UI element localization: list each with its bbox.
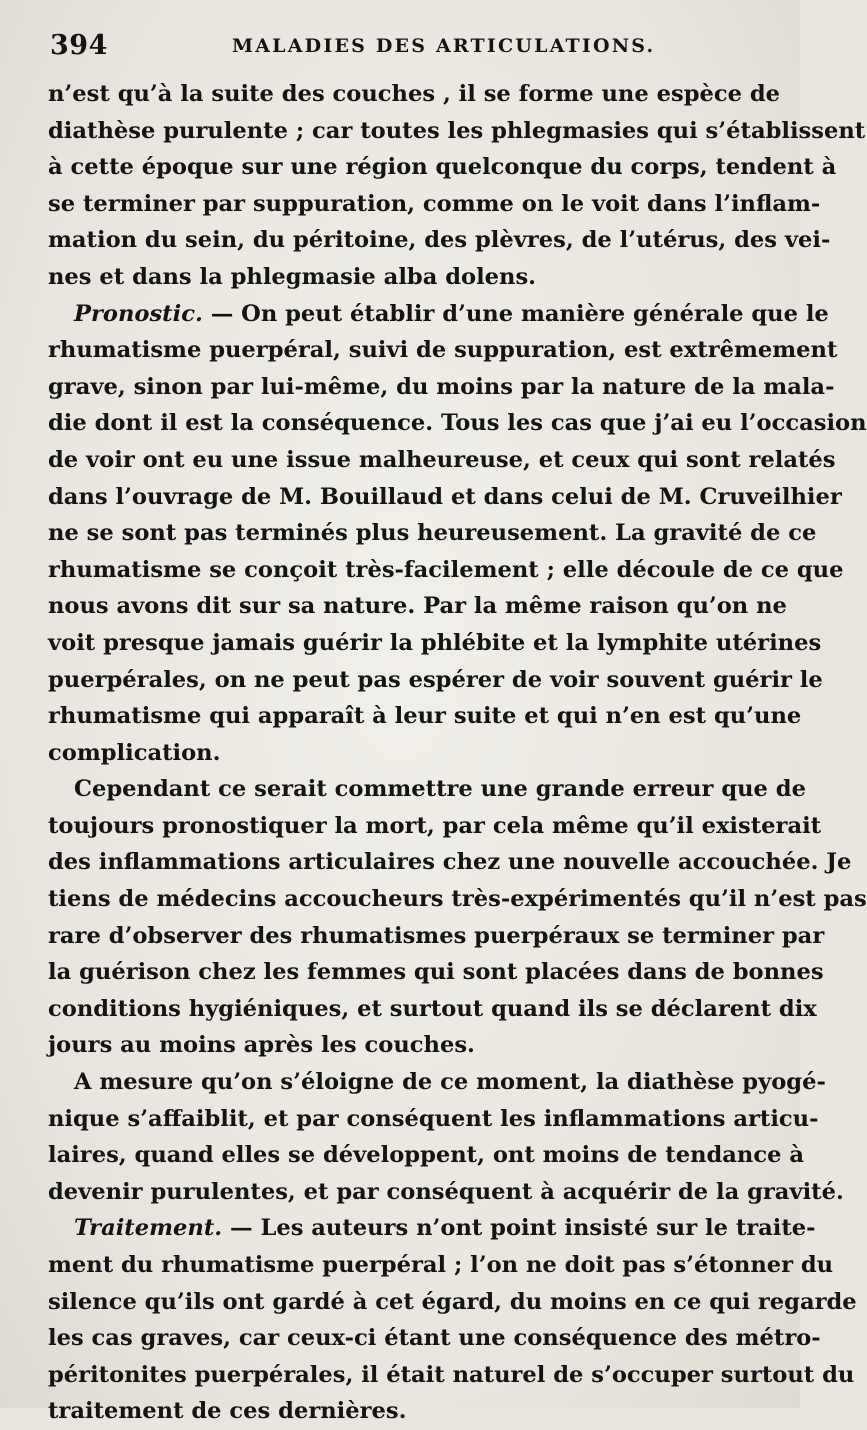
text-line: die dont il est la conséquence. Tous les cas que j’ai eu l’occasion — [48, 410, 867, 437]
text-line: nique s’affaiblit, et par conséquent les inflammations articu- — [48, 1105, 819, 1132]
text-line: mation du sein, du péritoine, des plèvres, de l’utérus, des vei- — [48, 227, 831, 254]
running-head: MALADIES DES ARTICULATIONS. — [232, 35, 656, 57]
text-line: la guérison chez les femmes qui sont placées dans de bonnes — [48, 959, 824, 986]
text-line: nes et dans la phlegmasie alba dolens. — [48, 263, 537, 290]
text-line: n’est qu’à la suite des couches , il se forme une espèce de — [48, 81, 781, 107]
section-lead-pronostic: Pronostic. — [74, 300, 203, 327]
body-text — [48, 76, 867, 1430]
paragraph-a-mesure — [48, 1064, 844, 1210]
text-line — [48, 1210, 816, 1247]
text-line: grave, sinon par lui-même, du moins par la nature de la mala- — [48, 373, 835, 400]
text-line: des inflammations articulaires chez une nouvelle accouchée. Je — [48, 849, 852, 876]
text-line: tiens de médecins accoucheurs très-expérimentés qu’il n’est pas — [48, 886, 867, 913]
text-line: puerpérales, on ne peut pas espérer de voir souvent guérir le — [48, 666, 823, 693]
text-line: jours au moins après les couches. — [48, 1032, 475, 1059]
text-line: silence qu’ils ont gardé à cet égard, du moins en ce qui regarde — [48, 1288, 857, 1315]
text-line: se terminer par suppuration, comme on le voit dans l’inflam- — [48, 190, 821, 217]
text-line-rest: — On peut établir d’une manière générale que le — [202, 300, 829, 327]
section-lead-traitement: Traitement. — [74, 1215, 223, 1242]
text-line: rhumatisme qui apparaît à leur suite et qui n’en est qu’une — [48, 703, 802, 730]
text-line: A mesure qu’on s’éloigne de ce moment, la diathèse pyogé- — [74, 1069, 826, 1096]
paragraph-continuation — [48, 76, 866, 296]
text-line: complication. — [48, 739, 221, 766]
text-line: les cas graves, car ceux-ci étant une conséquence des métro- — [48, 1325, 821, 1352]
text-line: Cependant ce serait commettre une grande erreur que de — [74, 776, 806, 803]
text-line: dans l’ouvrage de M. Bouillaud et dans celui de M. Cruveilhier — [48, 483, 842, 510]
text-line: péritonites puerpérales, il était naturel de s’occuper surtout du — [48, 1361, 855, 1388]
text-line: voit presque jamais guérir la phlébite et la lymphite utérines — [48, 629, 822, 656]
text-line: ne se sont pas terminés plus heureusement. La gravité de ce — [48, 520, 817, 547]
text-line — [48, 296, 829, 333]
text-line: nous avons dit sur sa nature. Par la même raison qu’on ne — [48, 593, 787, 620]
text-line: ment du rhumatisme puerpéral ; l’on ne doit pas s’étonner du — [48, 1252, 834, 1278]
text-line: toujours pronostiquer la mort, par cela même qu’il existerait — [48, 812, 822, 839]
text-line: rhumatisme se conçoit très-facilement ; elle découle de ce que — [48, 556, 844, 583]
text-line-rest: — Les auteurs n’ont point insisté sur le traite- — [222, 1215, 816, 1242]
page-number: 394 — [50, 30, 108, 61]
text-line: diathèse purulente ; car toutes les phlegmasies qui s’établissent — [48, 117, 866, 144]
paragraph-traitement — [48, 1210, 857, 1430]
paragraph-cependant — [48, 771, 867, 1064]
text-line: rare d’observer des rhumatismes puerpéraux se terminer par — [48, 922, 825, 949]
text-line: laires, quand elles se développent, ont moins de tendance à — [48, 1142, 804, 1169]
text-line: à cette époque sur une région quelconque du corps, tendent à — [48, 154, 837, 181]
text-line: rhumatisme puerpéral, suivi de suppuration, est extrêmement — [48, 337, 838, 364]
text-line: conditions hygiéniques, et surtout quand ils se déclarent dix — [48, 995, 817, 1022]
text-line: devenir purulentes, et par conséquent à acquérir de la gravité. — [48, 1178, 844, 1205]
paragraph-pronostic — [48, 296, 867, 772]
text-line: traitement de ces dernières. — [48, 1398, 407, 1425]
text-line: de voir ont eu une issue malheureuse, et ceux qui sont relatés — [48, 446, 836, 473]
page-header — [50, 30, 762, 66]
